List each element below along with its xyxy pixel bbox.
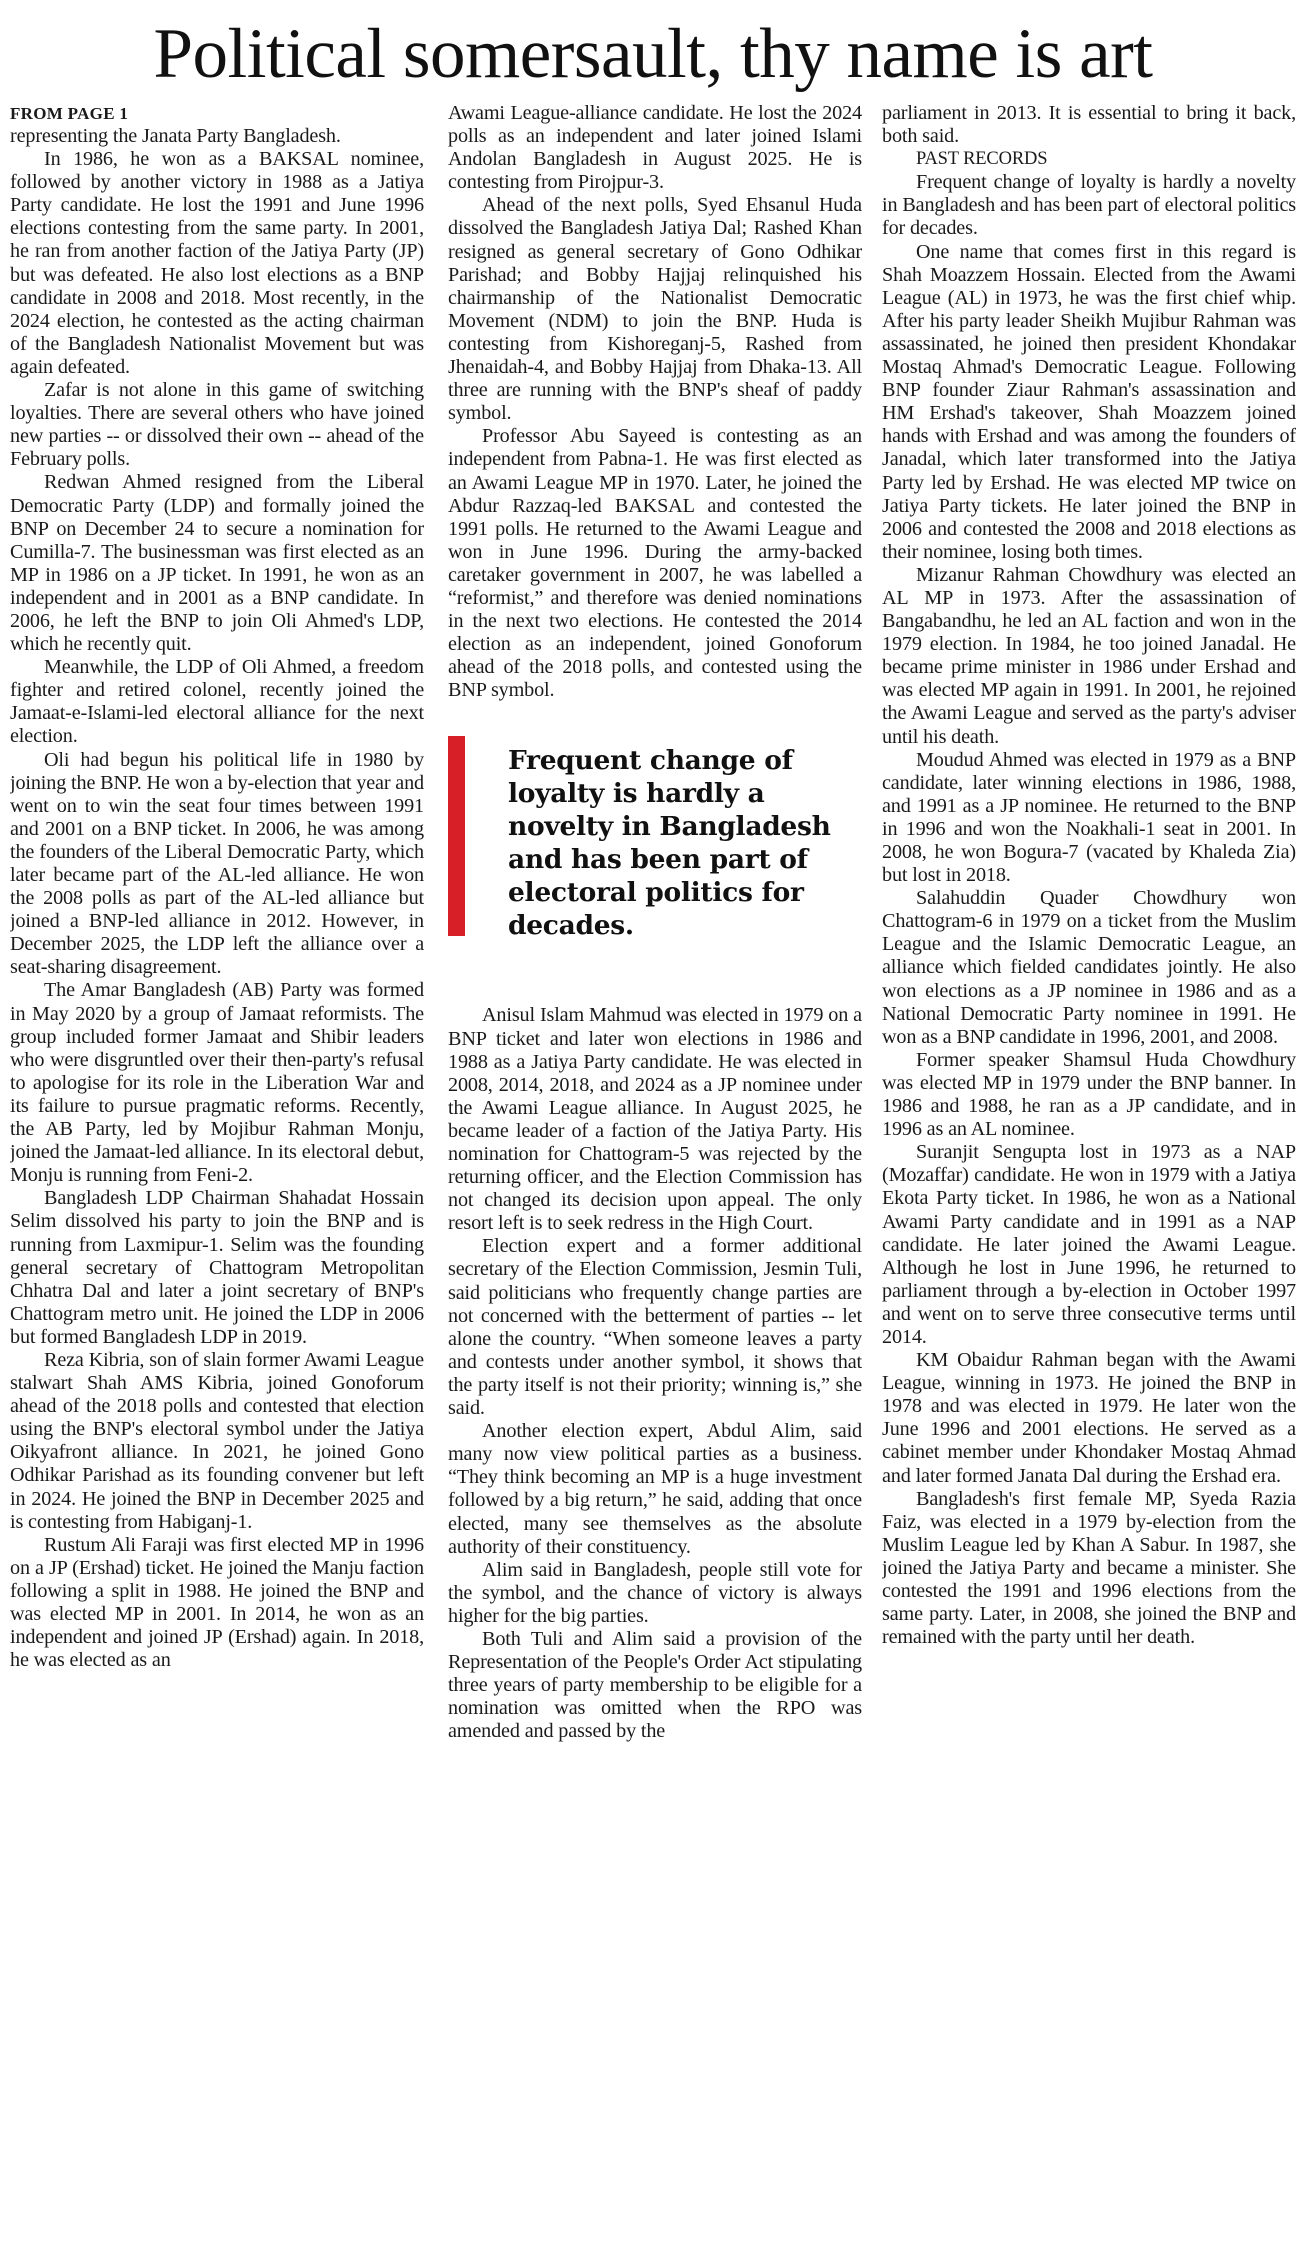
paragraph: Salahuddin Quader Chowdhury won Chattogram-6 in 1979 on a ticket from the Muslim League and the Islamic Democratic League, an alliance which fielded candidates jointly. He also won elections as a JP nominee in 1986 and as a National Democratic Party nominee in 1991. He won as a BNP candidate in 1996, 2001, and 2008.: [882, 887, 1296, 1048]
paragraph: In 1986, he won as a BAKSAL nominee, followed by another victory in 1988 as a Jatiya Party candidate. He lost the 1991 and June 1996 elections contesting from the same party. In 2001, he ran from another faction of the Jatiya Party (JP) but was defeated. He also lost elections as a BNP candidate in 2008 and 2018. Most recently, in the 2024 election, he contested as the acting chairman of the Bangladesh Nationalist Movement but was again defeated.: [10, 148, 424, 378]
paragraph: parliament in 2013. It is essential to bring it back, both said.: [882, 102, 1296, 148]
pull-quote-text: Frequent change of loyalty is hardly a novelty in Bangladesh and has been part of electoral politics for decades.: [508, 745, 831, 942]
paragraph: Moudud Ahmed was elected in 1979 as a BNP candidate, later winning elections in 1986, 1988, and 1991 as a JP nominee. He returned to the BNP in 1996 and won the Noakhali-1 seat in 2001. In 2008, he won Bogura-7 (vacated by Khaleda Zia) but lost in 2018.: [882, 748, 1296, 887]
paragraph: Mizanur Rahman Chowdhury was elected an AL MP in 1973. After the assassination of Bangabandhu, he led an AL faction and won in the 1979 election. In 1984, he too joined Janadal. He became prime minister in 1986 under Ershad and was elected MP again in 1991. In 2001, he rejoined the Awami League and served as the party's adviser until his death.: [882, 563, 1296, 748]
headline: Political somersault, thy name is art: [153, 15, 1153, 93]
paragraph: Alim said in Bangladesh, people still vote for the symbol, and the chance of victory is always higher for the big parties.: [448, 1558, 862, 1627]
paragraph: Frequent change of loyalty is hardly a novelty in Bangladesh and has been part of electoral politics for decades.: [882, 171, 1296, 240]
paragraph: representing the Janata Party Bangladesh.: [10, 125, 341, 147]
paragraph: Awami League-alliance candidate. He lost the 2024 polls as an independent and later joined Islami Andolan Bangladesh in August 2025. He is contesting from Pirojpur-3.: [448, 102, 862, 194]
paragraph: Bangladesh's first female MP, Syeda Razia Faiz, was elected in a 1979 by-election from the Muslim League led by Khan A Sabur. In 1987, she joined the Jatiya Party and became a minister. She contested the 1991 and 1996 elections from the same party. Later, in 2008, she joined the BNP and remained with the party until her death.: [882, 1487, 1296, 1649]
paragraph: Rustum Ali Faraji was first elected MP in 1996 on a JP (Ershad) ticket. He joined the Manju faction following a split in 1988. He joined the BNP and was elected MP in 2001. In 2014, he won as an independent and joined JP (Ershad) again. In 2018, he was elected as an: [10, 1533, 424, 1672]
article-column-2: [448, 102, 862, 2242]
paragraph: Bangladesh LDP Chairman Shahadat Hossain Selim dissolved his party to join the BNP and is running from Laxmipur-1. Selim was the founding general secretary of Chattogram Metropolitan Chhatra Dal and later a joint secretary of BNP's Chattogram metro unit. He joined the LDP in 2006 but formed Bangladesh LDP in 2019.: [10, 1187, 424, 1348]
section-subhead: PAST RECORDS: [916, 149, 1048, 170]
paragraph: Former speaker Shamsul Huda Chowdhury was elected MP in 1979 under the BNP banner. In 1986 and 1988, he ran as a JP candidate, and in 1996 as an AL nominee.: [882, 1048, 1296, 1141]
paragraph: Redwan Ahmed resigned from the Liberal Democratic Party (LDP) and formally joined the BNP on December 24 to secure a nomination for Cumilla-7. The businessman was first elected as an MP in 1986 on a JP ticket. In 1991, he won as an independent and in 2001 as a BNP candidate. In 2006, he left the BNP to join Oli Ahmed's LDP, which he recently quit.: [10, 471, 424, 656]
paragraph: Professor Abu Sayeed is contesting as an independent from Pabna-1. He was first elected as an Awami League MP in 1970. Later, he joined the Abdur Razzaq-led BAKSAL and contested the 1991 polls. He returned to the Awami League and won in June 1996. During the army-backed caretaker government in 2007, he was labelled a “reformist,” and therefore was denied nominations in the next two elections. He contested the 2014 election as an independent, joined Gonoforum ahead of the 2018 polls, and contested using the BNP symbol.: [448, 425, 862, 702]
paragraph: The Amar Bangladesh (AB) Party was formed in May 2020 by a group of Jamaat reformists. The group included former Jamaat and Shibir leaders who were disgruntled over their then-party's refusal to apologise for its role in the Liberation War and its failure to pursue pragmatic reforms. Recently, the AB Party, led by Mojibur Rahman Monju, joined the Jamaat-led alliance. In its electoral debut, Monju is running from Feni-2.: [10, 979, 424, 1187]
paragraph: Reza Kibria, son of slain former Awami League stalwart Shah AMS Kibria, joined Gonoforum ahead of the 2018 polls and contested that election using the BNP's electoral symbol under the Jatiya Oikyafront alliance. In 2021, he joined Gono Odhikar Parishad as its founding convener but left in 2024. He joined the BNP in December 2025 and is contesting from Habiganj-1.: [10, 1348, 424, 1533]
paragraph: KM Obaidur Rahman began with the Awami League, winning in 1973. He joined the BNP in 1978 and was elected in 1979. He later won the June 1996 and 2001 elections. He served as a cabinet member under Khondaker Mostaq Ahmad and later formed Janata Dal during the Ershad era.: [882, 1349, 1296, 1487]
article-column-3: [882, 102, 1296, 2242]
paragraph: Both Tuli and Alim said a provision of the Representation of the People's Order Act stipulating three years of party membership to be eligible for a nomination was omitted when the RPO was amended and passed by the: [448, 1627, 862, 1743]
paragraph: Zafar is not alone in this game of switching loyalties. There are several others who have joined new parties -- or dissolved their own -- ahead of the February polls.: [10, 379, 424, 471]
paragraph: Oli had begun his political life in 1980 by joining the BNP. He won a by-election that year and went on to win the seat four times between 1991 and 2001 on a BNP ticket. In 2006, he was among the founders of the Liberal Democratic Party, which later became part of the AL-led alliance. He won the 2008 polls as part of the AL-led alliance but joined a BNP-led alliance in 2012. However, in December 2025, the LDP left the alliance over a seat-sharing disagreement.: [10, 748, 424, 979]
paragraph: Ahead of the next polls, Syed Ehsanul Huda dissolved the Bangladesh Jatiya Dal; Rashed Khan resigned as general secretary of Gono Odhikar Parishad; and Bobby Hajjaj relinquished his chairmanship of the Nationalist Democratic Movement (NDM) to join the BNP. Huda is contesting from Kishoreganj-5, Rashed from Jhenaidah-4, and Bobby Hajjaj from Dhaka-13. All three are running with the BNP's sheaf of paddy symbol.: [448, 194, 862, 425]
kicker-from-page-1: FROM PAGE 1: [10, 104, 129, 123]
paragraph: Meanwhile, the LDP of Oli Ahmed, a freedom fighter and retired colonel, recently joined the Jamaat-e-Islami-led electoral alliance for the next election.: [10, 656, 424, 748]
article-column-1: [10, 102, 424, 2242]
paragraph: Election expert and a former additional secretary of the Election Commission, Jesmin Tuli, said politicians who frequently change parties are not concerned with the betterment of parties -- let alone the country. “When someone leaves a party and contests under another symbol, it shows that the party itself is not their priority; winning is,” she said.: [448, 1235, 862, 1420]
paragraph: One name that comes first in this regard is Shah Moazzem Hossain. Elected from the Awami League (AL) in 1973, he was the first chief whip. After his party leader Sheikh Mujibur Rahman was assassinated, he joined then president Khondakar Mostaq Ahmad's Democratic League. Following BNP founder Ziaur Rahman's assassination and HM Ershad's takeover, Shah Moazzem joined hands with Ershad and was among the founders of Janadal, which later transformed into the Jatiya Party led by Ershad. He was elected MP twice on Jatiya Party tickets. He later joined the BNP in 2006 and contested the 2008 and 2018 elections as their nominee, losing both times.: [882, 240, 1296, 563]
paragraph: Anisul Islam Mahmud was elected in 1979 on a BNP ticket and later won elections in 1986 and 1988 as a Jatiya Party candidate. He was elected in 2008, 2014, 2018, and 2024 as a JP nominee under the Awami League alliance. In August 2025, he became leader of a faction of the Jatiya Party. His nomination for Chattogram-5 was rejected by the returning officer, and the Election Commission has not changed its decision upon appeal. The only resort left is to seek redress in the High Court.: [448, 1004, 862, 1235]
paragraph: Another election expert, Abdul Alim, said many now view political parties as a business. “They think becoming an MP is a huge investment followed by a big return,” he said, adding that once elected, many see themselves as the absolute authority of their constituency.: [448, 1420, 862, 1558]
paragraph: Suranjit Sengupta lost in 1973 as a NAP (Mozaffar) candidate. He won in 1979 with a Jatiya Ekota Party ticket. In 1986, he won as a National Awami Party candidate and in 1991 as a NAP candidate. He later joined the Awami League. Although he lost in June 1996, he returned to parliament through a by-election in October 1997 and went on to serve three consecutive terms until 2014.: [882, 1141, 1296, 1348]
pull-quote: [448, 736, 862, 970]
pull-quote-accent-bar: [448, 736, 465, 936]
